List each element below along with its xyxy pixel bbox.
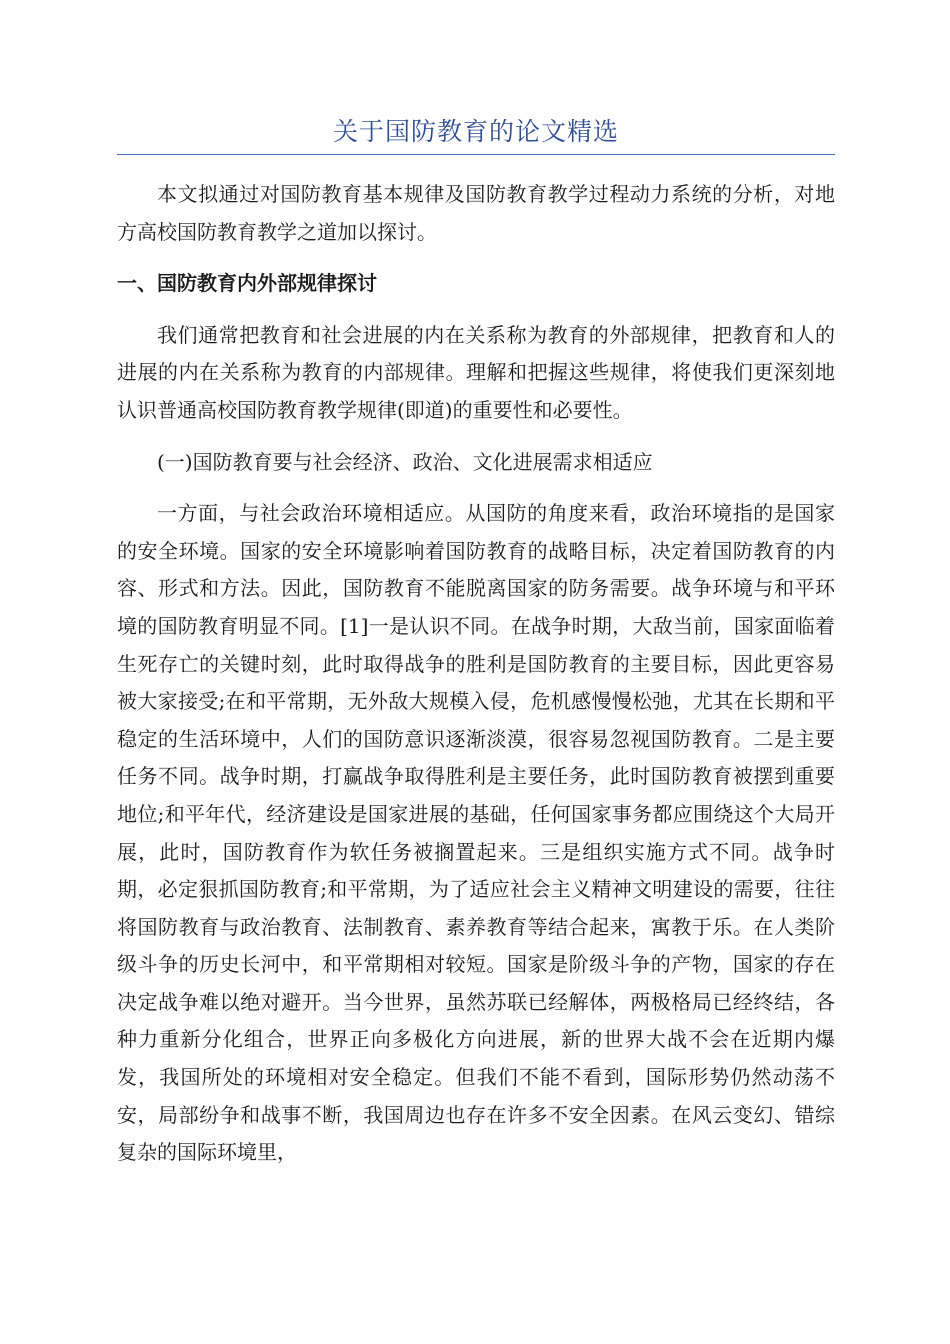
document-body — [117, 176, 835, 1172]
subsection-heading: (一)国防教育要与社会经济、政治、文化进展需求相适应 — [157, 449, 653, 474]
subsection-paragraph: 一方面，与社会政治环境相适应。从国防的角度来看，政治环境指的是国家的安全环境。国家的安全环境影响着国防教育的战略目标，决定着国防教育的内容、形式和方法。因此，国防教育不能脱离国家的防务需要。战争环境与和平环境的国防教育明显不同。[1]一是认识不同。在战争时期，大敌当前，国家面临着生死存亡的关键时刻，此时取得战争的胜利是国防教育的主要目标，因此更容易被大家接受;在和平常期，无外敌大规模入侵，危机感慢慢松弛，尤其在长期和平稳定的生活环境中，人们的国防意识逐渐淡漠，很容易忽视国防教育。二是主要任务不同。战争时期，打赢战争取得胜利是主要任务，此时国防教育被摆到重要地位;和平年代，经济建设是国家进展的基础，任何国家事务都应围绕这个大局开展，此时，国防教育作为软任务被搁置起来。三是组织实施方式不同。战争时期，必定狠抓国防教育;和平常期，为了适应社会主义精神文明建设的需要，往往将国防教育与政治教育、法制教育、素养教育等结合起来，寓教于乐。在人类阶级斗争的历史长河中，和平常期相对较短。国家是阶级斗争的产物，国家的存在决定战争难以绝对避开。当今世界，虽然苏联已经解体，两极格局已经终结，各种力重新分化组合，世界正向多极化方向进展，新的世界大战不会在近期内爆发，我国所处的环境相对安全稳定。但我们不能不看到，国际形势仍然动荡不安，局部纷争和战事不断，我国周边也存在许多不安全因素。在风云变幻、错综复杂的国际环境里， — [117, 501, 835, 1165]
intro-paragraph: 本文拟通过对国防教育基本规律及国防教育教学过程动力系统的分析，对地方高校国防教育教学之道加以探讨。 — [117, 182, 835, 244]
section-paragraph: 我们通常把教育和社会进展的内在关系称为教育的外部规律，把教育和人的进展的内在关系称为教育的内部规律。理解和把握这些规律，将使我们更深刻地认识普通高校国防教育教学规律(即道)的重要性和必要性。 — [117, 322, 835, 422]
document-title: 关于国防教育的论文精选 — [332, 117, 619, 146]
title-underline — [117, 154, 835, 155]
section-heading: 一、国防教育内外部规律探讨 — [117, 271, 377, 296]
